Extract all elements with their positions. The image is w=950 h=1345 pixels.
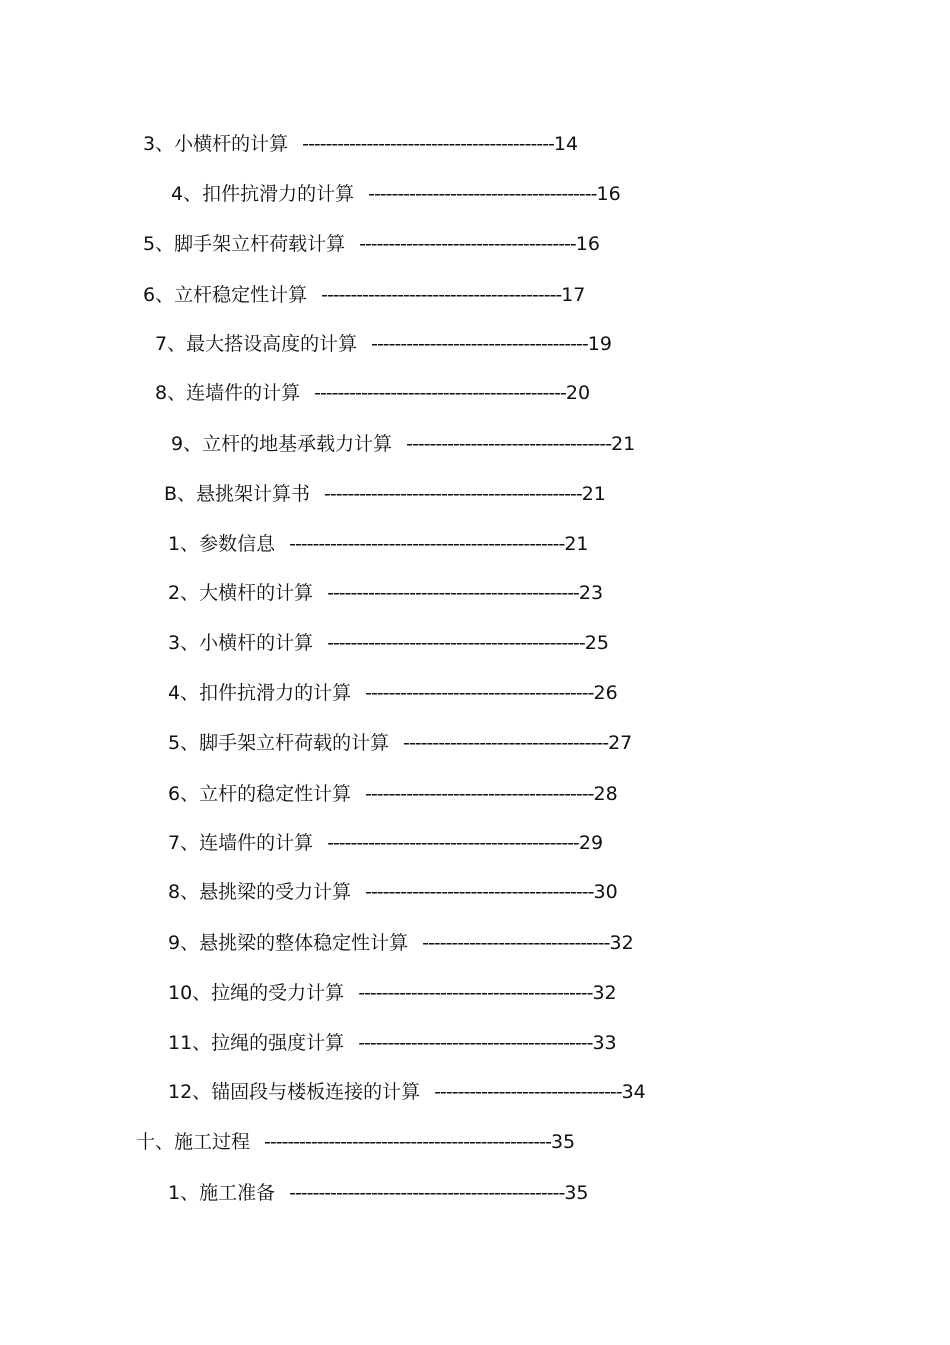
toc-entry[interactable] <box>168 981 617 1005</box>
toc-entry[interactable] <box>168 880 618 904</box>
toc-entry-label: 12、锚固段与楼板连接的计算 <box>168 1081 421 1103</box>
toc-entry-page: 29 <box>578 832 604 854</box>
toc-entry-leader: ------------------------------------------- <box>327 582 579 604</box>
toc-entry-label: 1、施工准备 <box>168 1182 276 1204</box>
toc-entry-label: 1、参数信息 <box>168 533 276 555</box>
toc-entry-leader: -------------------------------------------- <box>327 632 585 654</box>
toc-entry-leader: ------------------------------------------- <box>302 133 554 155</box>
toc-entry-leader: ----------------------------------------- <box>321 284 562 306</box>
toc-entry-page: 20 <box>565 382 591 404</box>
toc-entry-page: 23 <box>578 582 604 604</box>
toc-entry-label: 6、立杆的稳定性计算 <box>168 783 352 805</box>
toc-entry[interactable] <box>168 581 603 605</box>
toc-entry-label: 3、小横杆的计算 <box>168 632 314 654</box>
toc-entry-label: 3、小横杆的计算 <box>143 133 289 155</box>
toc-entry-leader: -------------------------------------------- <box>324 483 582 505</box>
toc-entry-label: 8、悬挑梁的受力计算 <box>168 881 352 903</box>
toc-entry-page: 33 <box>592 1032 617 1054</box>
toc-entry[interactable] <box>171 432 635 456</box>
toc-entry-leader: ------------------------------------------------- <box>264 1131 551 1153</box>
toc-entry-page: 17 <box>561 284 586 306</box>
toc-entry-page: 32 <box>592 982 617 1004</box>
toc-entry-label: 9、悬挑梁的整体稳定性计算 <box>168 932 409 954</box>
toc-entry-leader: ------------------------------------- <box>371 333 588 355</box>
toc-entry-label: 5、脚手架立杆荷载的计算 <box>168 732 390 754</box>
toc-entry-page: 21 <box>564 533 589 555</box>
toc-entry-leader: ----------------------------------------------- <box>289 533 565 555</box>
toc-entry[interactable] <box>168 831 603 855</box>
toc-entry-page: 14 <box>553 133 579 155</box>
toc-entry-page: 21 <box>581 483 606 505</box>
toc-entry-leader: ----------------------------------- <box>403 732 609 754</box>
toc-entry-page: 27 <box>608 732 633 754</box>
toc-entry[interactable] <box>168 931 634 955</box>
toc-entry[interactable] <box>168 782 618 806</box>
toc-entry-label: 9、立杆的地基承载力计算 <box>171 433 393 455</box>
toc-entry[interactable] <box>164 482 606 506</box>
toc-entry-label: 2、大横杆的计算 <box>168 582 314 604</box>
toc-entry-page: 30 <box>593 881 618 903</box>
toc-entry-leader: ------------------------------------------- <box>314 382 566 404</box>
toc-entry-page: 16 <box>596 183 621 205</box>
toc-entry-page: 26 <box>593 682 618 704</box>
toc-entry-leader: --------------------------------------- <box>365 682 594 704</box>
toc-entry-label: 10、拉绳的受力计算 <box>168 982 345 1004</box>
toc-entry-page: 19 <box>587 333 612 355</box>
toc-entry-page: 35 <box>550 1131 576 1153</box>
toc-entry[interactable] <box>168 631 609 655</box>
toc-entry[interactable] <box>168 1181 589 1205</box>
toc-entry-page: 35 <box>564 1182 589 1204</box>
toc-entry-page: 34 <box>621 1081 646 1103</box>
toc-entry[interactable] <box>168 731 632 755</box>
toc-entry[interactable] <box>168 1080 646 1104</box>
toc-entry-label: B、悬挑架计算书 <box>164 483 311 505</box>
toc-entry-page: 28 <box>593 783 618 805</box>
toc-entry-label: 5、脚手架立杆荷载计算 <box>143 233 346 255</box>
toc-entry-leader: -------------------------------- <box>434 1081 622 1103</box>
toc-entry[interactable] <box>143 283 585 307</box>
toc-entry[interactable] <box>155 332 612 356</box>
toc-entry[interactable] <box>171 182 621 206</box>
toc-entry[interactable] <box>168 1031 617 1055</box>
toc-entry-leader: --------------------------------------- <box>365 881 594 903</box>
toc-entry[interactable] <box>143 132 578 156</box>
toc-entry-page: 32 <box>609 932 634 954</box>
toc-entry-label: 11、拉绳的强度计算 <box>168 1032 345 1054</box>
toc-entry-leader: --------------------------------------- <box>365 783 594 805</box>
toc-entry-label: 7、连墙件的计算 <box>168 832 314 854</box>
toc-entry-label: 4、扣件抗滑力的计算 <box>171 183 355 205</box>
toc-entry[interactable] <box>155 381 590 405</box>
toc-entry-label: 4、扣件抗滑力的计算 <box>168 682 352 704</box>
toc-entry-leader: ------------------------------------------- <box>327 832 579 854</box>
toc-entry-page: 21 <box>611 433 636 455</box>
toc-entry-label: 十、施工过程 <box>136 1131 251 1153</box>
toc-entry-leader: ---------------------------------------- <box>358 1032 593 1054</box>
toc-entry-page: 16 <box>575 233 600 255</box>
toc-entry[interactable] <box>168 681 618 705</box>
toc-entry-leader: ------------------------------------- <box>359 233 576 255</box>
toc-entry[interactable] <box>136 1130 575 1154</box>
toc-entry-leader: ---------------------------------------- <box>358 982 593 1004</box>
toc-entry-leader: -------------------------------- <box>422 932 610 954</box>
toc-entry-label: 6、立杆稳定性计算 <box>143 284 308 306</box>
toc-entry-page: 25 <box>584 632 609 654</box>
toc-entry-label: 7、最大搭设高度的计算 <box>155 333 358 355</box>
toc-entry-leader: --------------------------------------- <box>368 183 597 205</box>
toc-entry[interactable] <box>168 532 589 556</box>
toc-entry-leader: ----------------------------------------------- <box>289 1182 565 1204</box>
toc-entry-label: 8、连墙件的计算 <box>155 382 301 404</box>
toc-entry[interactable] <box>143 232 600 256</box>
toc-entry-leader: ----------------------------------- <box>406 433 612 455</box>
